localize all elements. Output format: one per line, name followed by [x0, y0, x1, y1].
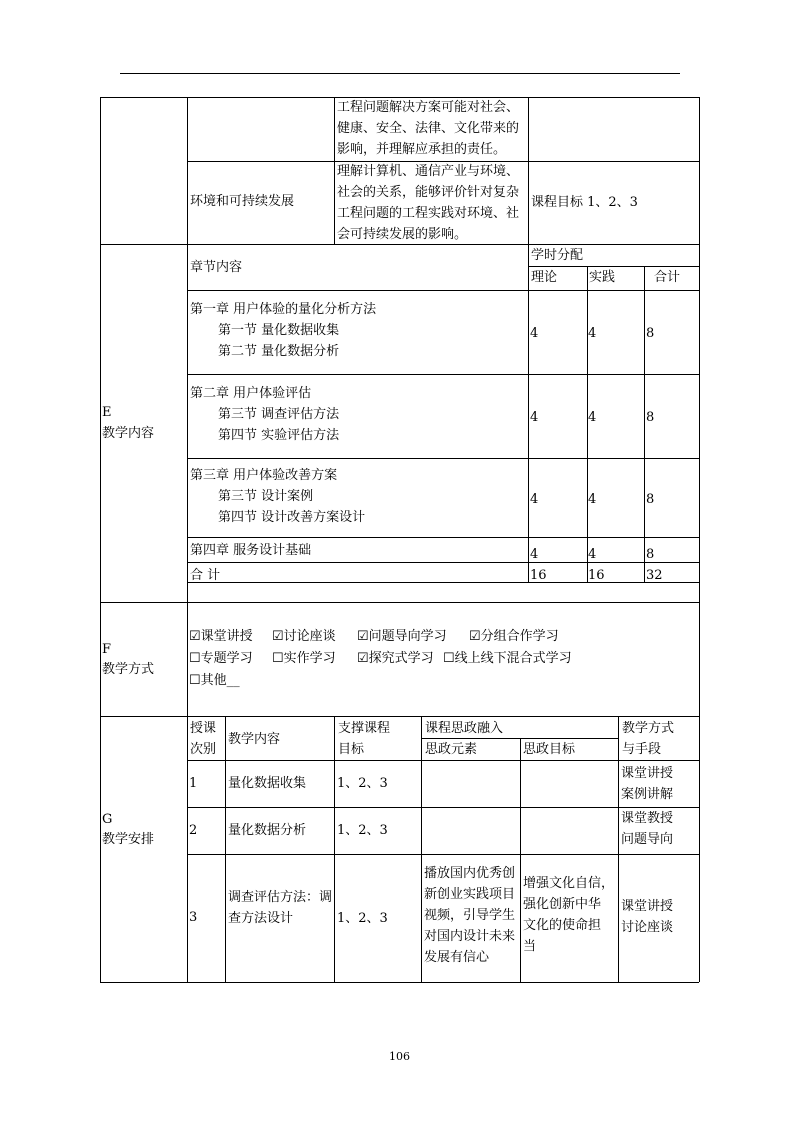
chapter-1-title: 第一章 用户体验的量化分析方法	[190, 302, 377, 317]
method-item-8[interactable]	[443, 649, 572, 669]
method-item-6[interactable]	[272, 649, 336, 669]
sum-theory: 16	[530, 568, 547, 583]
grid-v-line	[225, 716, 226, 982]
grid-v-line	[618, 716, 619, 982]
grid-h-line	[187, 760, 699, 761]
grid-h-line	[528, 266, 699, 267]
h-session-2: 次别	[190, 742, 217, 757]
unchecked-box-icon[interactable]: ☐	[443, 651, 455, 666]
grid-h-line	[187, 854, 699, 855]
method-item-7[interactable]	[357, 649, 434, 669]
sum-total: 32	[646, 568, 663, 583]
grid-v-line	[187, 244, 188, 602]
g-row-3-method-1: 课堂讲授	[621, 899, 674, 914]
section-e-title: 教学内容	[102, 426, 155, 441]
page-number: 106	[389, 1050, 410, 1063]
grid-v-line	[528, 97, 529, 244]
method-item-4[interactable]	[469, 627, 559, 647]
header-hours: 学时分配	[531, 248, 584, 263]
g-row-3-target-4: 当	[523, 939, 537, 954]
grid-v-line	[187, 716, 188, 982]
grid-v-line	[644, 266, 645, 582]
method-item-2[interactable]	[272, 627, 336, 647]
h-element: 思政元素	[425, 742, 478, 757]
chapter-3-sec-2: 第四节 设计改善方案设计	[218, 510, 366, 525]
method-label: 分组合作学习	[480, 629, 559, 644]
h-goal-2: 目标	[338, 742, 365, 757]
g-row-3-method-2: 讨论座谈	[621, 920, 674, 935]
g-row-3-element-4: 对国内设计未来	[424, 929, 516, 944]
grid-h-line	[100, 602, 699, 603]
grid-v-line	[334, 716, 335, 982]
grid-h-line	[100, 982, 699, 983]
chapter-3-sec-1: 第三节 设计案例	[218, 489, 314, 504]
chapter-2-practice: 4	[588, 410, 597, 425]
g-row-2-goal: 1、2、3	[337, 823, 388, 838]
chapter-3-practice: 4	[588, 492, 597, 507]
chapter-4-total: 8	[646, 547, 655, 562]
section-g-code: G	[102, 812, 113, 827]
col-total: 合计	[654, 270, 681, 285]
g-row-1-no: 1	[189, 776, 198, 791]
method-label: 讨论座谈	[283, 629, 336, 644]
h-session-1: 授课	[190, 721, 217, 736]
chapter-2-title: 第二章 用户体验评估	[190, 386, 312, 401]
g-row-3-element-2: 新创业实践项目	[424, 887, 516, 902]
g-row-2-method-2: 问题导向	[621, 832, 674, 847]
g-row-3-element-3: 视频，引导学生	[424, 908, 516, 923]
grid-h-line	[187, 562, 699, 563]
grid-v-line	[528, 244, 529, 582]
chapter-1-theory: 4	[530, 326, 539, 341]
g-row-2-no: 2	[189, 823, 198, 838]
chapter-1-total: 8	[646, 326, 655, 341]
g-row-1-method-1: 课堂讲授	[621, 766, 674, 781]
section-f-code: F	[102, 642, 112, 657]
checked-box-icon[interactable]: ☑	[357, 629, 369, 644]
h-target: 思政目标	[523, 742, 576, 757]
unchecked-box-icon[interactable]: ☐	[189, 651, 201, 666]
h-ideo: 课程思政融入	[425, 721, 504, 736]
grid-h-line	[187, 458, 699, 459]
method-label: 问题导向学习	[368, 629, 447, 644]
g-row-3-goal: 1、2、3	[337, 911, 388, 926]
outcome-2-line-4: 会可持续发展的影响。	[337, 227, 468, 242]
method-item-9[interactable]	[189, 671, 240, 691]
h-method-1: 教学方式	[622, 721, 675, 736]
g-row-3-target-2: 强化创新中华	[523, 897, 602, 912]
g-row-3-content-1: 调查评估方法：调	[228, 890, 333, 905]
method-item-5[interactable]	[189, 649, 253, 669]
chapter-2-sec-2: 第四节 实验评估方法	[218, 428, 340, 443]
grid-v-line	[187, 97, 188, 244]
g-row-1-content: 量化数据收集	[228, 776, 307, 791]
chapter-1-practice: 4	[588, 326, 597, 341]
g-row-2-content: 量化数据分析	[228, 823, 307, 838]
grid-v-line	[334, 97, 335, 244]
method-label: 其他__	[200, 673, 240, 688]
method-label: 课堂讲授	[200, 629, 253, 644]
outcome-2-line-2: 社会的关系，能够评价针对复杂	[337, 185, 520, 200]
chapter-1-sec-2: 第二节 量化数据分析	[218, 344, 340, 359]
course-goal: 课程目标 1、2、3	[531, 195, 638, 210]
grid-v-line	[187, 602, 188, 716]
grid-h-line	[187, 537, 699, 538]
g-row-1-method-2: 案例讲解	[621, 787, 674, 802]
method-label: 线上线下混合式学习	[454, 651, 572, 666]
grid-v-line	[520, 738, 521, 982]
col-practice: 实践	[589, 270, 616, 285]
checked-box-icon[interactable]: ☑	[189, 629, 201, 644]
g-row-3-no: 3	[189, 910, 198, 925]
header-content: 章节内容	[190, 260, 243, 275]
chapter-2-sec-1: 第三节 调查评估方法	[218, 407, 340, 422]
outcome-1-line-1: 工程问题解决方案可能对社会、	[337, 100, 520, 115]
g-row-3-target-1: 增强文化自信，	[523, 876, 615, 891]
sum-practice: 16	[588, 568, 605, 583]
outcome-2-line-3: 工程问题的工程实践对环境、社	[337, 206, 520, 221]
unchecked-box-icon[interactable]: ☐	[272, 651, 284, 666]
g-row-3-content-2: 查方法设计	[228, 911, 294, 926]
section-f-title: 教学方式	[102, 662, 155, 677]
h-goal-1: 支撑课程	[338, 721, 391, 736]
checked-box-icon[interactable]: ☑	[357, 651, 369, 666]
chapter-2-total: 8	[646, 410, 655, 425]
g-row-3-target-3: 文化的使命担	[523, 918, 602, 933]
outcome-2-line-1: 理解计算机、通信产业与环境、	[337, 164, 520, 179]
chapter-2-theory: 4	[530, 410, 539, 425]
chapter-3-theory: 4	[530, 492, 539, 507]
grid-v-line	[100, 97, 101, 982]
method-label: 实作学习	[283, 651, 336, 666]
grid-h-line	[187, 374, 699, 375]
grid-v-line	[421, 716, 422, 982]
requirement-label: 环境和可持续发展	[190, 194, 295, 209]
section-e-code: E	[102, 405, 112, 420]
grid-h-line	[187, 290, 699, 291]
method-label: 探究式学习	[368, 651, 434, 666]
grid-h-line	[187, 807, 699, 808]
col-theory: 理论	[531, 270, 558, 285]
section-g-title: 教学安排	[102, 832, 155, 847]
g-row-3-element-5: 发展有信心	[424, 950, 490, 965]
header-rule	[120, 73, 680, 74]
chapter-3-title: 第三章 用户体验改善方案	[190, 468, 338, 483]
outcome-1-line-3: 影响，并理解应承担的责任。	[337, 142, 507, 157]
g-row-2-method-1: 课堂教授	[621, 811, 674, 826]
checked-box-icon[interactable]: ☑	[272, 629, 284, 644]
chapter-1-sec-1: 第一节 量化数据收集	[218, 323, 340, 338]
method-label: 专题学习	[200, 651, 253, 666]
chapter-3-total: 8	[646, 492, 655, 507]
chapter-4-practice: 4	[588, 547, 597, 562]
method-item-3[interactable]	[357, 627, 447, 647]
method-item-1[interactable]	[189, 627, 253, 647]
grid-h-line	[187, 582, 699, 583]
grid-h-line	[100, 716, 699, 717]
g-row-1-goal: 1、2、3	[337, 776, 388, 791]
g-row-3-element-1: 播放国内优秀创	[424, 866, 516, 881]
unchecked-box-icon[interactable]: ☐	[189, 673, 201, 688]
h-method-2: 与手段	[622, 742, 662, 757]
sum-label: 合 计	[190, 568, 221, 583]
checked-box-icon[interactable]: ☑	[469, 629, 481, 644]
chapter-4-theory: 4	[530, 547, 539, 562]
h-content: 教学内容	[228, 732, 281, 747]
chapter-4-title: 第四章 服务设计基础	[190, 543, 312, 558]
outcome-1-line-2: 健康、安全、法律、文化带来的	[337, 121, 520, 136]
grid-v-line	[699, 97, 700, 982]
